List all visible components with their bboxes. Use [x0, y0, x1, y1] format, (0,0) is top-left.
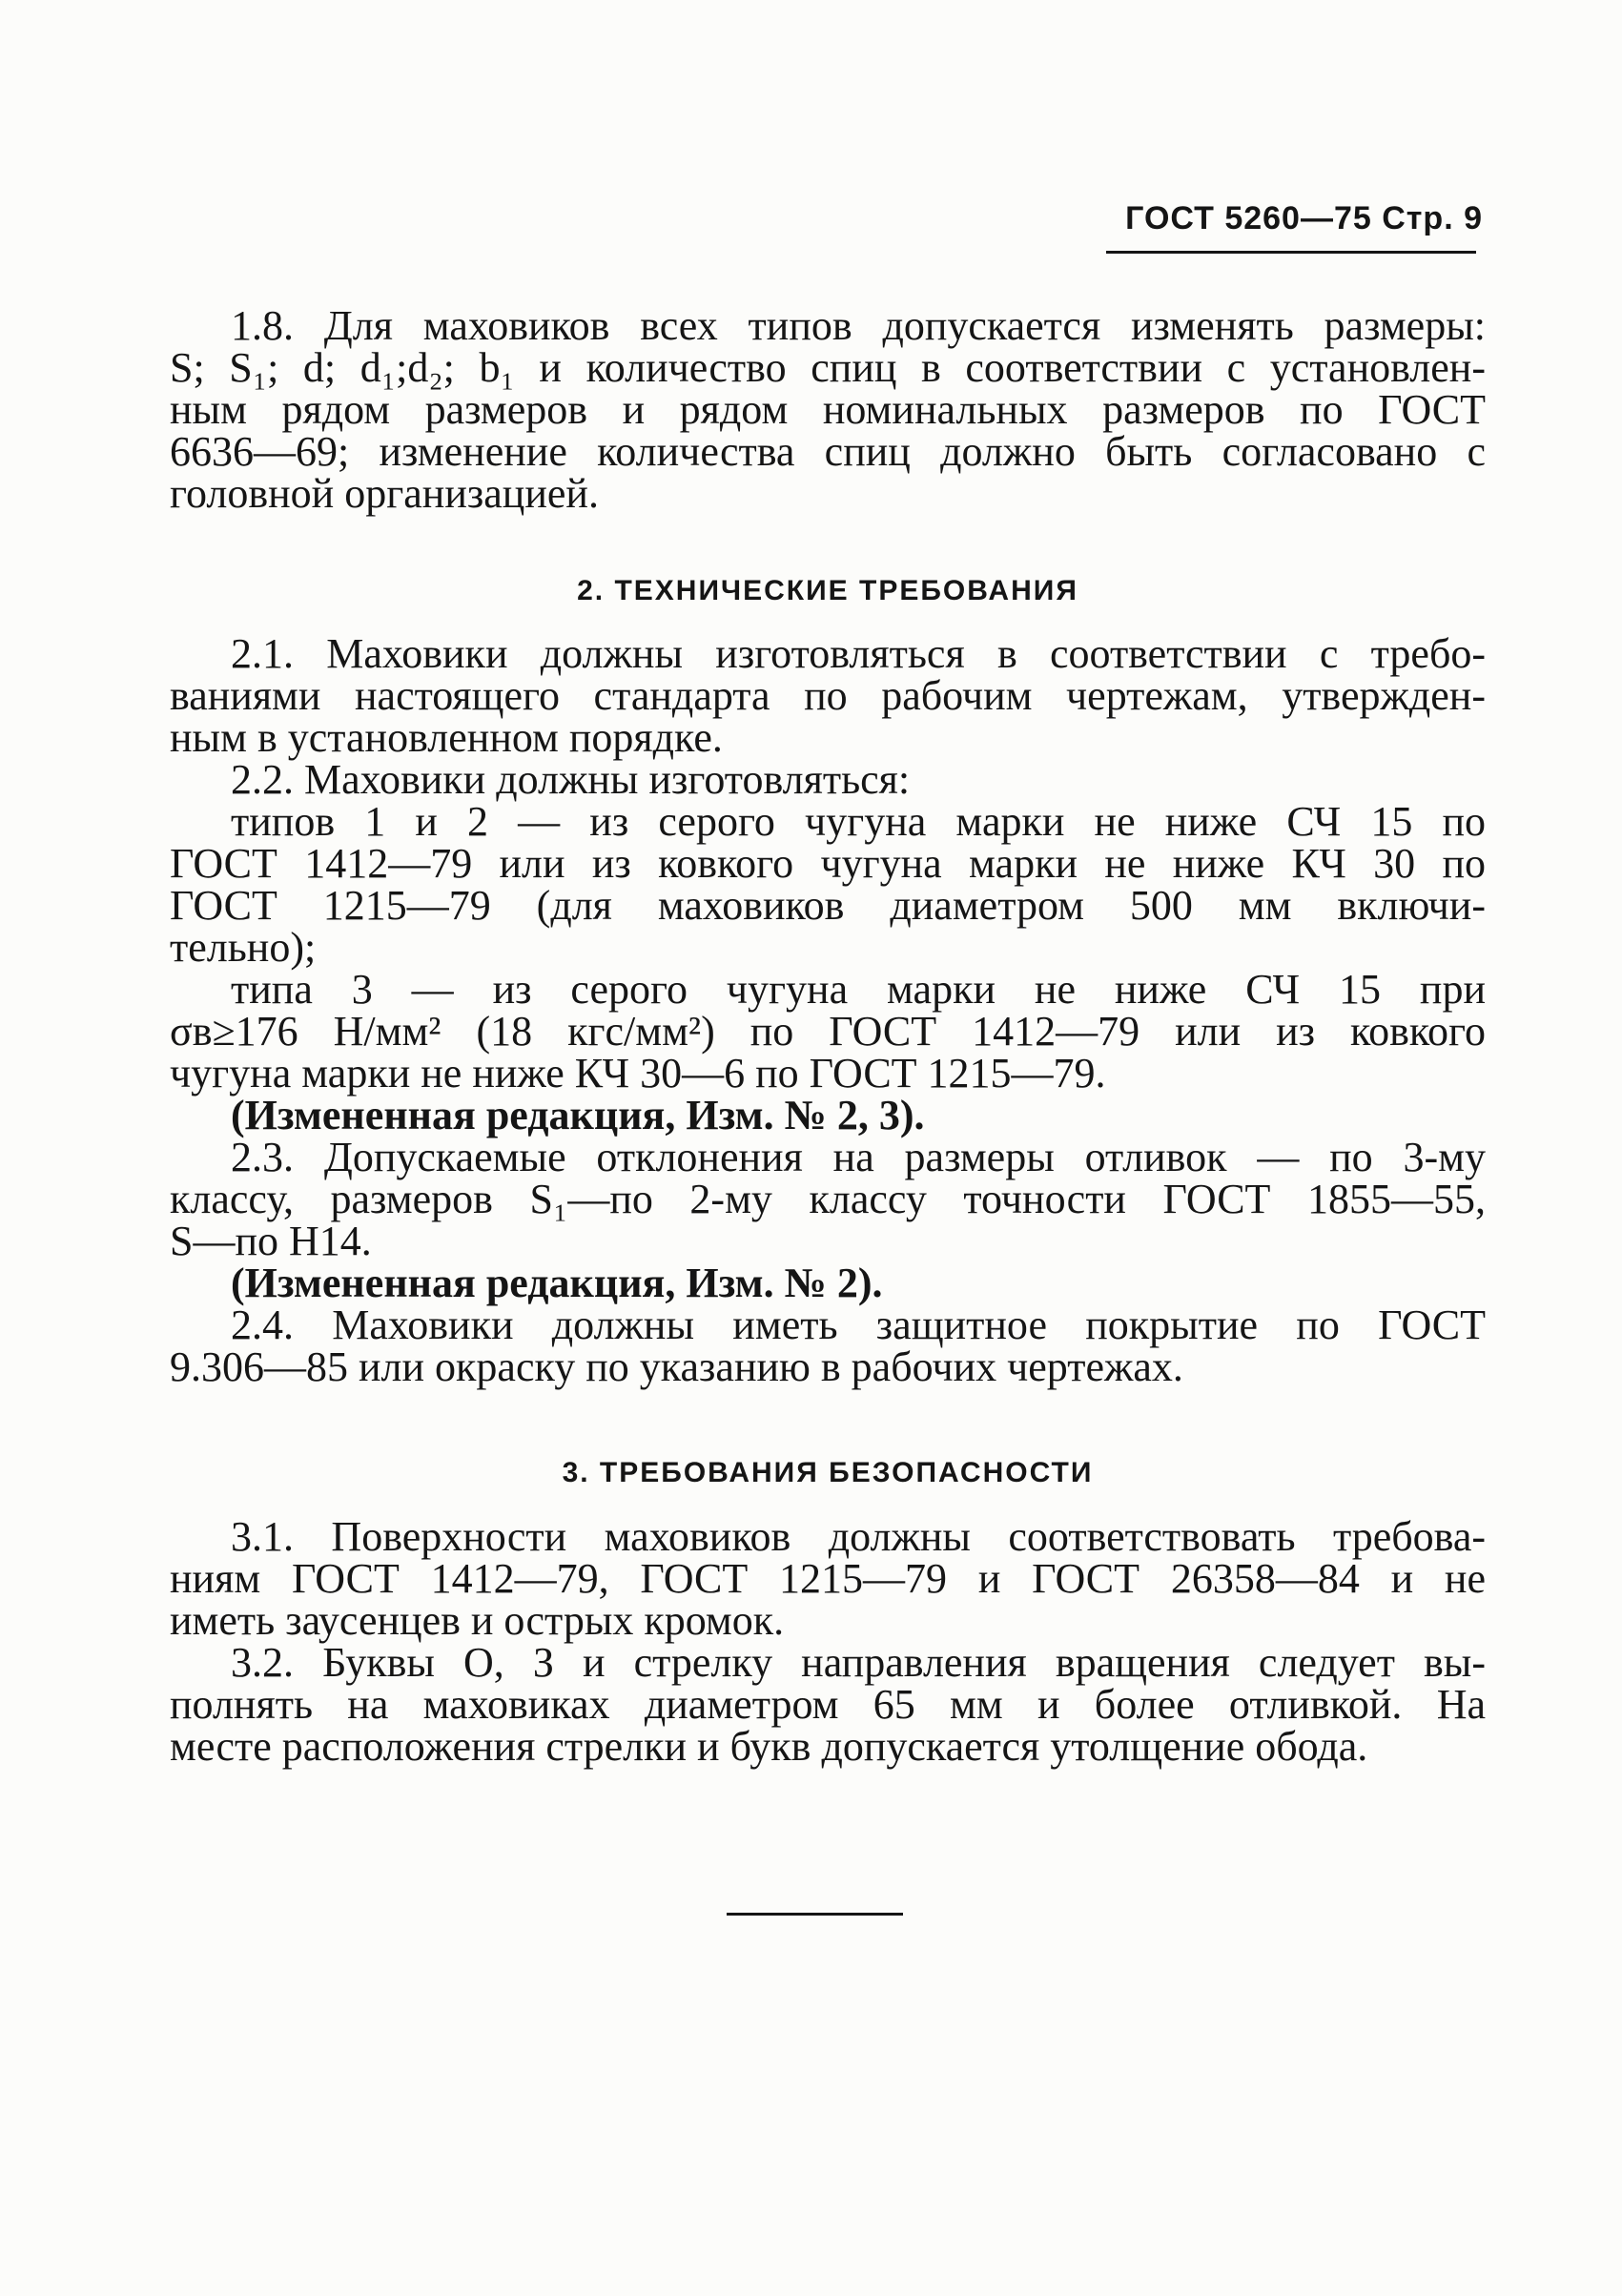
- text-line: иметь заусенцев и острых кромок.: [170, 1597, 785, 1644]
- text-line: ным в установленном порядке.: [170, 714, 723, 761]
- text-line: типов 1 и 2 — из серого чугуна марки не ниже СЧ 15 по: [231, 798, 1486, 845]
- text-line: тельно);: [170, 924, 317, 971]
- text-line: 2.1. Маховики должны изготовляться в соответствии с требо-: [231, 630, 1486, 677]
- header-rule: [1106, 251, 1476, 254]
- text-line: 2.4. Маховики должны иметь защитное покрытие по ГОСТ: [231, 1302, 1486, 1348]
- section-3-heading-block: [170, 1454, 1486, 1492]
- paragraph-2-1: [170, 630, 1486, 1390]
- text-line: 2.2. Маховики должны изготовляться:: [231, 756, 911, 803]
- section-heading: 2. ТЕХНИЧЕСКИЕ ТРЕБОВАНИЯ: [577, 575, 1078, 606]
- text-line: ным рядом размеров и рядом номинальных размеров по ГОСТ: [170, 386, 1486, 433]
- text-line: классу, размеров S₁—по 2-му классу точности ГОСТ 1855—55,: [170, 1176, 1486, 1222]
- text-line: σв≥176 Н/мм² (18 кгс/мм²) по ГОСТ 1412—79 или из ковкого: [170, 1008, 1486, 1055]
- text-line: месте расположения стрелки и букв допускается утолщение обода.: [170, 1723, 1368, 1770]
- end-rule: [727, 1913, 903, 1916]
- text-line: ГОСТ 1215—79 (для маховиков диаметром 500 мм включи-: [170, 882, 1486, 929]
- amendment-note: (Измененная редакция, Изм. № 2, 3).: [231, 1092, 925, 1138]
- text-line: 1.8. Для маховиков всех типов допускается изменять размеры:: [231, 302, 1486, 349]
- paragraph-1-8: [170, 302, 1486, 517]
- section-heading: 3. ТРЕБОВАНИЯ БЕЗОПАСНОСТИ: [562, 1457, 1094, 1488]
- paragraph-3: [170, 1513, 1486, 1770]
- text-line: S—по H14.: [170, 1218, 372, 1264]
- text-line: 2.3. Допускаемые отклонения на размеры отливок — по 3-му: [231, 1134, 1486, 1180]
- text-line: 9.306—85 или окраску по указанию в рабочих чертежах.: [170, 1343, 1183, 1390]
- text-line: полнять на маховиках диаметром 65 мм и более отливкой. На: [170, 1681, 1486, 1728]
- section-2-heading-block: [170, 572, 1486, 610]
- text-line: головной организацией.: [170, 470, 599, 517]
- amendment-note: (Измененная редакция, Изм. № 2).: [231, 1260, 883, 1306]
- text-line: S; S₁; d; d₁;d₂; b₁ и количество спиц в соответствии с установлен-: [170, 344, 1486, 391]
- text-line: 3.1. Поверхности маховиков должны соответствовать требова-: [231, 1513, 1486, 1560]
- page-header: ГОСТ 5260—75 Стр. 9: [1125, 200, 1483, 236]
- text-line: ваниями настоящего стандарта по рабочим чертежам, утвержден-: [170, 672, 1486, 719]
- text-line: типа 3 — из серого чугуна марки не ниже СЧ 15 при: [231, 966, 1486, 1013]
- text-line: ГОСТ 1412—79 или из ковкого чугуна марки не ниже КЧ 30 по: [170, 840, 1486, 887]
- text-line: ниям ГОСТ 1412—79, ГОСТ 1215—79 и ГОСТ 26358—84 и не: [170, 1555, 1486, 1602]
- text-line: 3.2. Буквы О, З и стрелку направления вращения следует вы-: [231, 1639, 1486, 1686]
- text-line: чугуна марки не ниже КЧ 30—6 по ГОСТ 1215—79.: [170, 1050, 1106, 1097]
- text-line: 6636—69; изменение количества спиц должно быть согласовано с: [170, 428, 1486, 475]
